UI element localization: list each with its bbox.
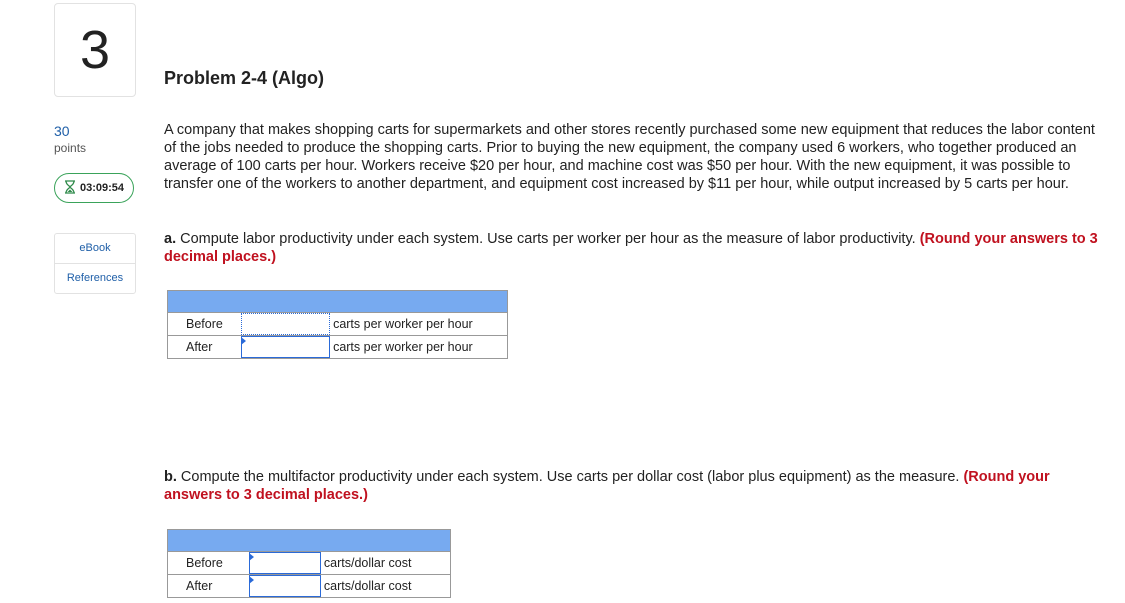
table-row — [168, 313, 508, 336]
row-label-after: After — [168, 336, 242, 359]
ebook-link[interactable]: eBook — [79, 242, 111, 254]
table-header-row — [168, 530, 451, 552]
part-a-text: Compute labor productivity under each system. Use carts per worker per hour as the measure of labor productivity. — [176, 231, 920, 247]
part-a-prompt — [164, 230, 1109, 266]
part-b-round-note: (Round your answers to 3 decimal places.) — [164, 469, 1050, 503]
answer-flag-icon — [241, 337, 246, 345]
row-label-before: Before — [168, 552, 250, 575]
problem-text: A company that makes shopping carts for supermarkets and other stores recently purchased some new equipment that reduces the labor content of the jobs needed to produce the shopping carts. Prior to buying the new equipment, the company used 6 workers, who together produced an average of 100 carts per hour. Workers receive $20 per hour, and machine cost was $50 per hour. With the new equipment, it was possible to transfer one of the workers to another department, and equipment cost increased by $11 per hour, while output increased by 5 carts per hour. — [164, 122, 1095, 192]
points-value: 30 — [54, 123, 70, 139]
answer-flag-icon — [249, 553, 254, 561]
multifactor-productivity-before-input[interactable] — [249, 552, 321, 574]
part-a-answer-table — [167, 290, 508, 359]
part-b-prompt — [164, 468, 1109, 504]
hourglass-icon — [64, 180, 76, 197]
multifactor-productivity-after-input[interactable] — [249, 575, 321, 597]
table-header-row — [168, 291, 508, 313]
part-b-answer-table — [167, 529, 451, 598]
timer-text: 03:09:54 — [79, 182, 125, 194]
resource-links — [54, 233, 136, 294]
row-label-after: After — [168, 575, 250, 598]
row-unit: carts per worker per hour — [330, 336, 507, 359]
row-label-before: Before — [168, 313, 242, 336]
part-b-label: b. — [164, 469, 177, 485]
answer-flag-icon — [249, 576, 254, 584]
timer-badge — [54, 173, 134, 203]
part-a-round-note: (Round your answers to 3 decimal places.) — [164, 231, 1098, 265]
part-b-text: Compute the multifactor productivity under each system. Use carts per dollar cost (labor plus equipment) as the measure. — [176, 469, 964, 485]
part-a-label: a. — [164, 231, 177, 247]
row-unit: carts/dollar cost — [321, 552, 451, 575]
row-unit: carts per worker per hour — [330, 313, 507, 336]
table-row — [168, 552, 451, 575]
row-unit: carts/dollar cost — [321, 575, 451, 598]
references-link[interactable]: References — [55, 263, 135, 293]
table-row — [168, 336, 508, 359]
question-number: 3 — [54, 3, 136, 97]
labor-productivity-before-input[interactable] — [241, 313, 330, 335]
labor-productivity-after-input[interactable] — [241, 336, 330, 358]
points-label: points — [54, 141, 87, 155]
table-row — [168, 575, 451, 598]
problem-title: Problem 2-4 (Algo) — [164, 68, 325, 88]
